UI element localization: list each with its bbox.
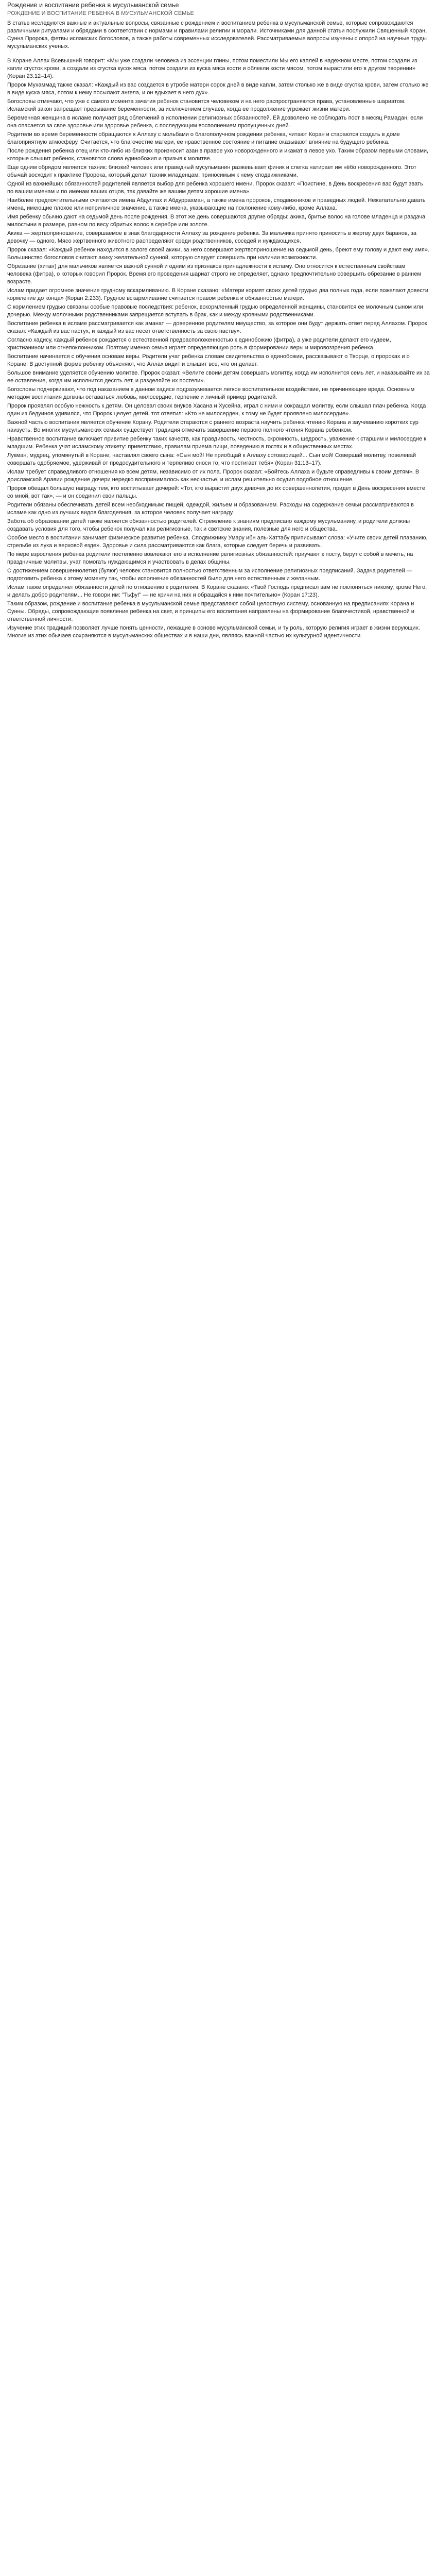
article-paragraph: Лукман, мудрец, упомянутый в Коране, наставлял своего сына: «Сын мой! Не приобщай к Аллаху сотоварищей... Сын мой! Совершай молитву, повелевай совершать одобряемое, удерживай от предосудительного и терпеливо сноси то, что постигает тебя» (Коран 31:13–17). bbox=[7, 452, 416, 466]
article-paragraph: Беременная женщина в исламе получает ряд облегчений в исполнении религиозных обязанностей. Ей дозволено не соблюдать пост в месяц Рамадан, если она опасается за свое здоровье или здоровье ребенка, с последующим восполнением пропущенных дней. bbox=[7, 115, 423, 129]
article-paragraph: В статье исследуются важные и актуальные вопросы, связанные с рождением и воспитанием ребенка в мусульманской семье, которые сопровождаются различными ритуалами и обрядами в соответствии с нормами и правилами религии и морали. Источниками для данной статьи послужили Священный Коран, Сунна Пророка, фетвы исламских богословов, а также работы современных исследователей. Рассматриваемые вопросы изучены с опорой на научные труды мусульманских ученых. bbox=[7, 20, 427, 49]
article-paragraph: Большое внимание уделяется обучению молитве. Пророк сказал: «Велите своим детям совершать молитву, когда им исполнится семь лет, и наказывайте их за ее оставление, когда им исполнится десять лет, и разделяйте их постели». bbox=[7, 370, 430, 384]
article-paragraph: Таким образом, рождение и воспитание ребенка в мусульманской семье представляют собой целостную систему, основанную на предписаниях Корана и Сунны. Обряды, сопровождающие появление ребенка на свет, и принципы его воспитания направлены на формирование благочестивой, нравственной и ответственной личности. bbox=[7, 601, 414, 622]
article-body bbox=[7, 20, 430, 640]
article-paragraph: После рождения ребенка отец или кто-либо из близких произносит азан в правое ухо новорожденного и икамат в левое ухо. Таким образом первыми словами, которые слышит ребенок, становятся слова единобожия и призыв к молитве. bbox=[7, 148, 429, 162]
article-paragraph: Изучение этих традиций позволяет лучше понять ценности, лежащие в основе мусульманской семьи, и ту роль, которую религия играет в жизни верующих. Многие из этих обычаев сохраняются в мусульманских обществах и в наши дни, являясь важной частью их культурной идентичности. bbox=[7, 625, 421, 639]
article-paragraph: Ислам придает огромное значение грудному вскармливанию. В Коране сказано: «Матери кормят своих детей грудью два полных года, если пожелают довести кормление до конца» (Коран 2:233). Грудное вскармливание считается правом ребенка и обязанностью матери. bbox=[7, 287, 429, 301]
page-title: Рождение и воспитание ребенка в мусульманской семье bbox=[7, 2, 179, 9]
article-page bbox=[0, 0, 436, 640]
article-paragraph: Забота об образовании детей также является обязанностью родителей. Стремление к знаниям предписано каждому мусульманину, и родители должны создавать условия для того, чтобы ребенок получал как религиозные, так и светские знания, полезные для него и общества. bbox=[7, 518, 410, 532]
article-paragraph: Родители обязаны обеспечивать детей всем необходимым: пищей, одеждой, жильем и образованием. Расходы на содержание семьи рассматриваются в исламе как одно из лучших видов благодеяния, за которое человек получает награду. bbox=[7, 502, 414, 516]
article-paragraph: Богословы отмечают, что уже с самого момента зачатия ребенок становится человеком и на него распространяются права, установленные шариатом. Исламский закон запрещает прерывание беременности, за исключением случаев, когда ее продолжение угрожает жизни матери. bbox=[7, 98, 406, 112]
article-paragraph: Воспитание начинается с обучения основам веры. Родители учат ребенка словам свидетельства о единобожии, рассказывают о Творце, о пророках и о Коране. В доступной форме ребенку объясняют, что Аллах видит и слышит все, что он делает. bbox=[7, 353, 410, 367]
article-paragraph: Важной частью воспитания является обучение Корану. Родители стараются с раннего возраста научить ребенка чтению Корана и заучиванию коротких сур наизусть. Во многих мусульманских семьях существует традиция отмечать завершение первого полного чтения Корана ребенком. bbox=[7, 419, 418, 433]
article-paragraph: Акика — жертвоприношение, совершаемое в знак благодарности Аллаху за рождение ребенка. За мальчика принято приносить в жертву двух баранов, за девочку — одного. Мясо жертвенного животного распределяют среди родственников, соседей и нуждающихся. bbox=[7, 230, 416, 244]
article-paragraph: Наиболее предпочтительными считаются имена Абдуллах и Абдуррахман, а также имена пророков, сподвижников и праведных людей. Нежелательно давать имена, имеющие плохое или неприличное значение, а также имена, указывающие на поклонение кому-либо, кроме Аллаха. bbox=[7, 197, 426, 211]
article-paragraph: С кормлением грудью связаны особые правовые последствия: ребенок, вскормленный грудью определенной женщины, становится ее молочным сыном или дочерью. Между молочными родственниками запрещается вступать в брак, как и между кровными родственниками. bbox=[7, 304, 423, 318]
article-paragraph: Пророк Мухаммад также сказал: «Каждый из вас создается в утробе матери сорок дней в виде капли, затем столько же в виде сгустка крови, затем столько же в виде куска мяса, потом к нему посылают ангела, и он вдыхает в него дух». bbox=[7, 82, 429, 96]
article-paragraph: Ислам также определяет обязанности детей по отношению к родителям. В Коране сказано: «Твой Господь предписал вам не поклоняться никому, кроме Него, и делать добро родителям... Не говори им: "Тьфу!" — не кричи на них и обращайся к ним почтительно» (Коран 17:23). bbox=[7, 584, 427, 598]
article-paragraph: В Коране Аллах Всевышний говорит: «Мы уже создали человека из эссенции глины, потом поместили Мы его каплей в надежном месте, потом создали из капли сгусток крови, а создали из сгустка кусок мяса, потом создали из куска мяса кости и облекли кости мясом, потом вырастили его в другом творении» (Коран 23:12–14). bbox=[7, 58, 417, 79]
article-paragraph: По мере взросления ребенка родители постепенно вовлекают его в исполнение религиозных обязанностей: приучают к посту, берут с собой в мечеть, на праздничные молитвы, учат помогать нуждающимся и участвовать в делах общины. bbox=[7, 551, 413, 565]
page-subtitle: РОЖДЕНИЕ И ВОСПИТАНИЕ РЕБЕНКА В МУСУЛЬМАНСКОЙ СЕМЬЕ bbox=[7, 10, 194, 16]
article-paragraph: Богословы подчеркивают, что под наказанием в данном хадисе подразумевается легкое воспитательное воздействие, не причиняющее вреда. Основным методом воспитания должны оставаться любовь, милосердие, терпение и личный пример родителей. bbox=[7, 386, 415, 400]
article-paragraph: Одной из важнейших обязанностей родителей является выбор для ребенка хорошего имени. Пророк сказал: «Поистине, в День воскресения вас будут звать по вашим именам и по именам ваших отцов, так давайте же вашим детям хорошие имена». bbox=[7, 181, 423, 195]
article-paragraph: Еще одним обрядом является тахник: близкий человек или праведный мусульманин разжевывает финик и слегка натирает им нёбо новорожденного. Этот обычай восходит к практике Пророка, который делал тахник младенцам, приносимым к нему сподвижниками. bbox=[7, 164, 416, 178]
article-paragraph: Пророк сказал: «Каждый ребенок находится в залоге своей акики, за него совершают жертвоприношение на седьмой день, бреют ему голову и дают ему имя». Большинство богословов считают акику желательной сунной, которую следует совершить при наличии возможности. bbox=[7, 247, 430, 261]
article-paragraph: Пророк обещал большую награду тем, кто воспитывает дочерей: «Тот, кто вырастит двух девочек до их совершеннолетия, придет в День воскресения вместе со мной, вот так», — и он соединил свои пальцы. bbox=[7, 485, 425, 499]
article-paragraph: Воспитание ребенка в исламе рассматривается как аманат — доверенное родителям имущество, за которое они будут держать ответ перед Аллахом. Пророк сказал: «Каждый из вас пастух, и каждый из вас несет ответственность за свою паству». bbox=[7, 320, 427, 334]
article-paragraph: Особое место в воспитании занимает физическое развитие ребенка. Сподвижнику Умару ибн аль-Хаттабу приписывают слова: «Учите своих детей плаванию, стрельбе из лука и верховой езде». Здоровье и сила рассматриваются как блага, которые следует беречь и развивать. bbox=[7, 535, 428, 549]
article-paragraph: Ислам требует справедливого отношения ко всем детям, независимо от их пола. Пророк сказал: «Бойтесь Аллаха и будьте справедливы к своим детям». В доисламской Аравии рождение дочери нередко воспринималось как несчастье, и ислам решительно осудил подобное отношение. bbox=[7, 469, 420, 483]
article-paragraph: Обрезание (хитан) для мальчиков является важной сунной и одним из признаков принадлежности к исламу. Оно относится к естественным свойствам человека (фитра), о которых говорил Пророк. Время его проведения шариат строго не определяет, однако предпочтительно совершить обрезание в раннем возрасте. bbox=[7, 263, 421, 285]
article-paragraph: Пророк проявлял особую нежность к детям. Он целовал своих внуков Хасана и Хусейна, играл с ними и сокращал молитву, если слышал плач ребенка. Когда один из бедуинов удивился, что Пророк целует детей, тот ответил: «Кто не милосерден, к тому не будет проявлено милосердие». bbox=[7, 403, 426, 417]
article-paragraph: Родители во время беременности обращаются к Аллаху с мольбами о благополучном рождении ребенка, читают Коран и стараются создать в доме благоприятную атмосферу. Считается, что благочестие матери, ее нравственное состояние и питание оказывают влияние на будущего ребенка. bbox=[7, 131, 400, 145]
article-paragraph: Согласно хадису, каждый ребенок рождается с естественной предрасположенностью к единобожию (фитра), а уже родители делают его иудеем, христианином или огнепоклонником. Поэтому именно семья играет определяющую роль в формировании веры и мировоззрения ребенка. bbox=[7, 337, 391, 351]
article-paragraph: Имя ребенку обычно дают на седьмой день после рождения. В этот же день совершаются другие обряды: акика, бритье волос на голове младенца и раздача милостыни в размере, равном по весу сбритых волос в серебре или золоте. bbox=[7, 214, 426, 228]
article-paragraph: С достижением совершеннолетия (булюг) человек становится полностью ответственным за исполнение религиозных предписаний. Задача родителей — подготовить ребенка к этому моменту так, чтобы исполнение обязанностей было для него естественным и желанным. bbox=[7, 568, 412, 582]
article-paragraph: Нравственное воспитание включает привитие ребенку таких качеств, как правдивость, честность, скромность, щедрость, уважение к старшим и милосердие к младшим. Ребенка учат исламскому этикету: приветствию, правилам приема пищи, поведению в гостях и в общественных местах. bbox=[7, 436, 426, 450]
